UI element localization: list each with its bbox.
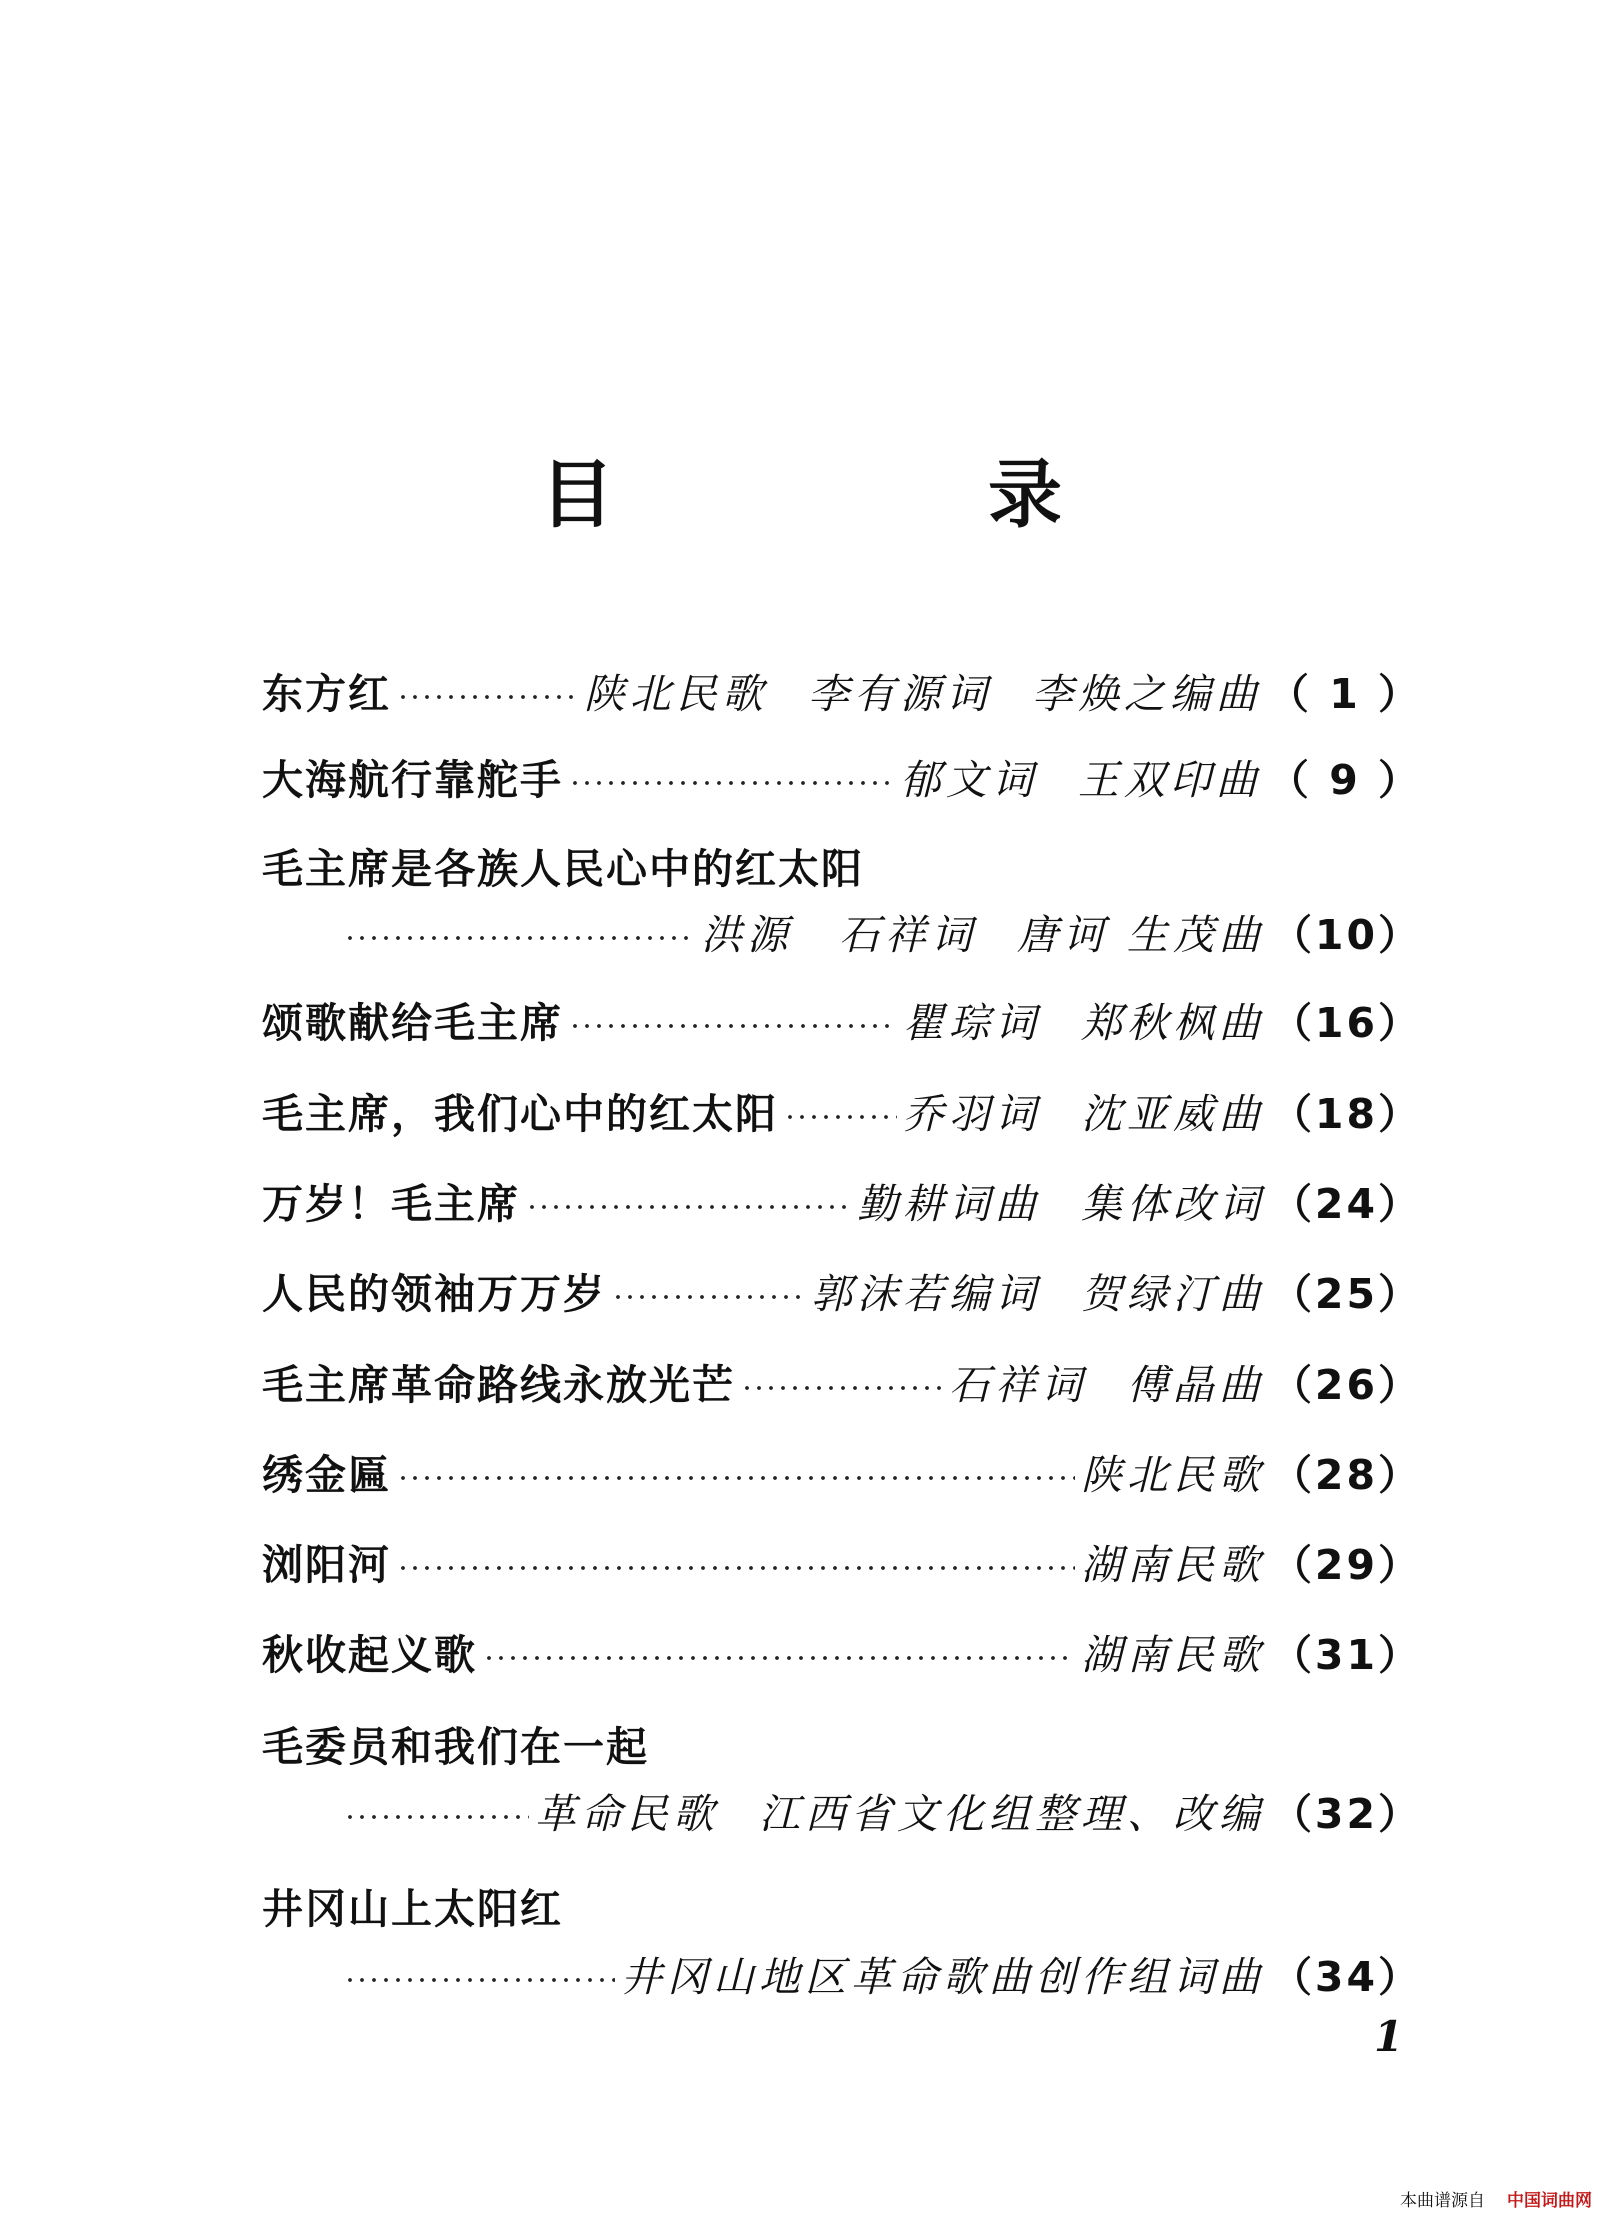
toc-entry[interactable] (262, 1436, 1422, 1506)
footer-watermark (1400, 2186, 1592, 2211)
credit: 沈亚威曲 (1080, 1089, 1265, 1138)
entry-page: （24） (1270, 1179, 1422, 1228)
entry-credits (857, 1171, 1265, 1230)
credit: 湖南民歌 (1080, 1540, 1265, 1589)
entry-page: （16） (1270, 998, 1422, 1047)
credit: 唐诃 生茂曲 (1016, 910, 1265, 959)
credit: 贺绿汀曲 (1080, 1269, 1265, 1318)
toc-entry[interactable] (262, 1346, 1422, 1416)
dot-leader (344, 1814, 529, 1820)
dot-leader (483, 1655, 1075, 1661)
toc-entry[interactable] (262, 1075, 1422, 1145)
entry-page: （25） (1270, 1269, 1422, 1318)
credit: 湖南民歌 (1080, 1630, 1265, 1679)
credit: 革命民歌 (534, 1789, 719, 1838)
entry-page: （28） (1270, 1450, 1422, 1499)
entry-title: 浏阳河 (262, 1540, 391, 1589)
toc-entry-credits-line[interactable] (344, 1775, 1422, 1845)
dot-leader (741, 1385, 943, 1391)
dot-leader (784, 1114, 897, 1120)
entry-credits (621, 1944, 1265, 2003)
entry-page: （26） (1270, 1360, 1422, 1409)
entry-title: 毛主席革命路线永放光芒 (262, 1360, 735, 1409)
credit: 傅晶曲 (1126, 1360, 1265, 1409)
entry-title: 人民的领袖万万岁 (262, 1269, 606, 1318)
entry-credits (584, 661, 1262, 720)
page-number: 1 (1374, 2012, 1404, 2061)
entry-title: 东方红 (262, 669, 391, 718)
dot-leader (397, 1475, 1075, 1481)
entry-title: 毛委员和我们在一起 (262, 1722, 649, 1771)
entry-credits (1081, 1532, 1265, 1591)
credit: 瞿琮词 (902, 998, 1041, 1047)
entry-title: 颂歌献给毛主席 (262, 998, 563, 1047)
credit: 洪源 石祥词 (700, 910, 977, 959)
entry-credits (811, 1261, 1265, 1320)
credit: 乔羽词 (902, 1089, 1041, 1138)
toc-entry[interactable] (262, 1165, 1422, 1235)
entry-credits (1081, 1622, 1265, 1681)
entry-page: （29） (1270, 1540, 1422, 1589)
dot-leader (569, 780, 894, 786)
credit: 李焕之编曲 (1031, 669, 1262, 718)
toc-entry[interactable] (262, 741, 1422, 811)
entry-title: 井冈山上太阳红 (262, 1884, 563, 1933)
credit: 郑秋枫曲 (1080, 998, 1265, 1047)
toc-entry[interactable] (262, 1526, 1422, 1596)
toc-entry[interactable] (262, 1616, 1422, 1686)
entry-title: 毛主席是各族人民心中的红太阳 (262, 844, 864, 893)
entry-title: 秋收起义歌 (262, 1630, 477, 1679)
dot-leader (526, 1204, 851, 1210)
credit: 井冈山地区革命歌曲创作组词曲 (620, 1952, 1265, 2001)
entry-page: （32） (1270, 1789, 1422, 1838)
dot-leader (612, 1294, 805, 1300)
dot-leader (344, 935, 695, 941)
credit: 集体改词 (1080, 1179, 1265, 1228)
toc-entry[interactable] (262, 655, 1422, 725)
footer-site-link[interactable]: 中国词曲网 (1507, 2191, 1592, 2211)
entry-title: 万岁！毛主席 (262, 1179, 520, 1228)
entry-credits (535, 1781, 1265, 1840)
table-of-contents (262, 0, 1422, 2213)
toc-entry-title-line[interactable] (262, 1870, 1422, 1940)
dot-leader (344, 1977, 615, 1983)
page-title: 目 录 (540, 452, 1212, 538)
credit: 陕北民歌 (583, 669, 768, 718)
toc-entry-title-line[interactable] (262, 1708, 1422, 1778)
dot-leader (397, 1565, 1075, 1571)
credit: 陕北民歌 (1080, 1450, 1265, 1499)
entry-credits (701, 902, 1265, 961)
toc-entry-credits-line[interactable] (344, 896, 1422, 966)
entry-title: 毛主席，我们心中的红太阳 (262, 1089, 778, 1138)
entry-credits (1081, 1442, 1265, 1501)
entry-title: 大海航行靠舵手 (262, 755, 563, 804)
entry-credits (903, 1081, 1265, 1140)
entry-page: （ 9 ） (1267, 755, 1422, 804)
entry-credits (903, 990, 1265, 1049)
dot-leader (569, 1023, 897, 1029)
toc-entry[interactable] (262, 1255, 1422, 1325)
footer-source-label: 本曲谱源自 (1400, 2191, 1485, 2211)
dot-leader (397, 694, 578, 700)
entry-credits (949, 1352, 1265, 1411)
toc-entry-title-line[interactable] (262, 830, 1422, 900)
credit: 江西省文化组整理、改编 (758, 1789, 1265, 1838)
credit: 郭沫若编词 (810, 1269, 1041, 1318)
entry-page: （10） (1270, 910, 1422, 959)
entry-title: 绣金匾 (262, 1450, 391, 1499)
credit: 郁文词 (899, 755, 1038, 804)
toc-entry[interactable] (262, 984, 1422, 1054)
credit: 李有源词 (807, 669, 992, 718)
entry-credits (900, 747, 1262, 806)
credit: 王双印曲 (1077, 755, 1262, 804)
credit: 勤耕词曲 (856, 1179, 1041, 1228)
toc-entry-credits-line[interactable] (344, 1938, 1422, 2008)
entry-page: （18） (1270, 1089, 1422, 1138)
entry-page: （31） (1270, 1630, 1422, 1679)
credit: 石祥词 (948, 1360, 1087, 1409)
entry-page: （ 1 ） (1267, 669, 1422, 718)
entry-page: （34） (1270, 1952, 1422, 2001)
